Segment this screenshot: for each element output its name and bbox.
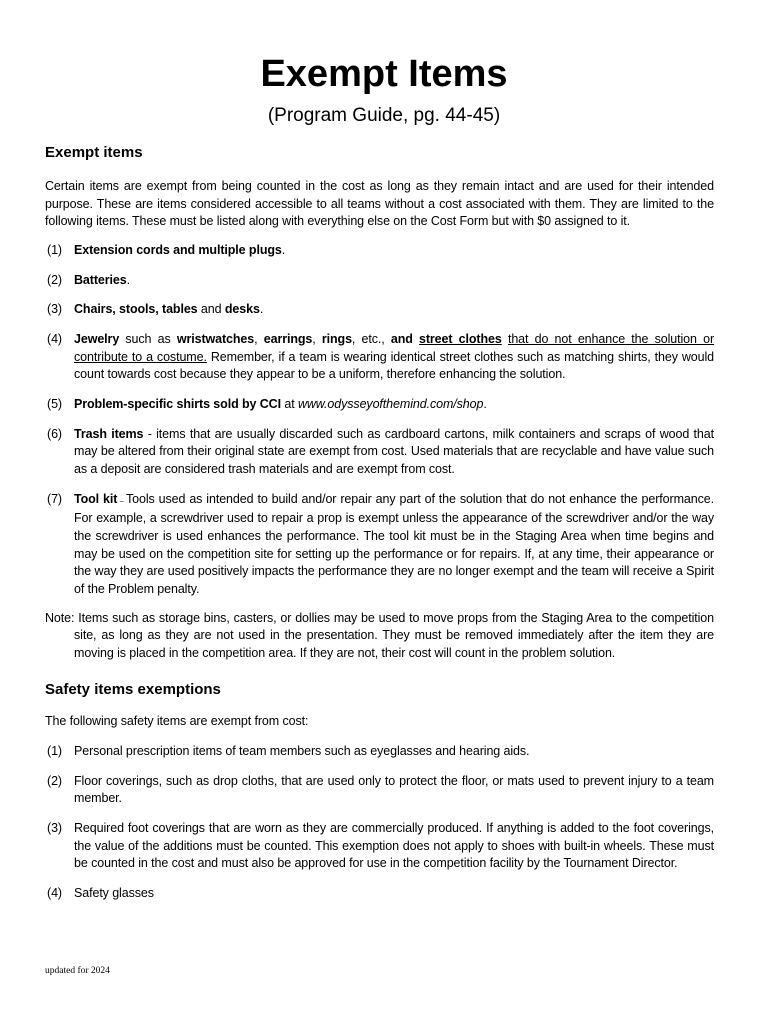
list-number: (3) xyxy=(47,821,62,836)
list-number: (5) xyxy=(47,397,62,412)
item-text: , xyxy=(254,332,264,347)
item-bold-underlined-text: street clothes xyxy=(419,332,502,347)
exempt-item-5 xyxy=(45,396,714,414)
item-text: - items that are usually discarded such as cardboard cartons, milk containers and scraps of wood that may be altered from their original state are exempt from cost. Used materials that are recyclable and have value such as a deposit are considered trash materials and are exempt from cost. xyxy=(74,426,714,477)
item-bold-text: Trash items xyxy=(74,426,144,441)
item-text: Remember, if a team is wearing identical street clothes such as matching shirts, they would count towards cost because they appear to be a uniform, therefore enhancing the solution. xyxy=(74,349,714,382)
item-bold-text: Extension cords and multiple plugs xyxy=(74,242,282,257)
list-number: (4) xyxy=(47,886,62,901)
safety-items-intro: The following safety items are exempt from cost: xyxy=(45,714,309,729)
exempt-item-6 xyxy=(45,426,714,479)
item-bold-text: earrings xyxy=(263,332,313,347)
safety-item-3 xyxy=(45,820,714,873)
item-text: , etc., xyxy=(351,332,391,347)
item-bold-text: Problem-specific shirts sold by CCI xyxy=(74,397,281,412)
safety-item-1 xyxy=(45,743,714,761)
list-number: (2) xyxy=(47,773,62,788)
item-text: Tools used as intended to build and/or repair any part of the solution that do not enhance the performance. For example, a screwdriver used to repair a prop is exempt unless the appearance of the screwdriver and/or the way the screwdriver is used enhances the performance. The tool kit must be in the Staging Area when time begins and may be used on the competition site for setting up the performance or for repairs. If, at any time, their appearance or the way they are used positively impacts the performance they are no longer exempt and the team will receive a Spirit of the Problem penalty. xyxy=(74,491,714,596)
item-text: such as xyxy=(119,332,177,347)
item-bold-text: rings xyxy=(321,332,352,347)
item-bold-text: Tool kit xyxy=(74,491,118,506)
item-text: . xyxy=(483,397,487,412)
exempt-item-3 xyxy=(45,301,714,319)
safety-items-heading: Safety items exemptions xyxy=(45,681,221,699)
exempt-item-7 xyxy=(45,491,714,599)
item-underlined-text: that do not enhance the solution or contribute to a costume. xyxy=(74,332,715,364)
list-number: (4) xyxy=(47,332,62,347)
exempt-item-2 xyxy=(45,272,714,290)
page-title: Exempt Items xyxy=(260,53,508,95)
item-text: , xyxy=(312,332,322,347)
item-text: at xyxy=(280,397,298,412)
safety-item-2 xyxy=(45,773,714,808)
item-text: . xyxy=(126,272,130,287)
item-bold-text: Jewelry xyxy=(74,332,120,347)
list-number: (6) xyxy=(47,426,62,441)
exempt-items-list xyxy=(45,242,714,599)
item-bold-text: and xyxy=(390,332,419,347)
exempt-items-heading: Exempt items xyxy=(45,144,143,161)
list-number: (7) xyxy=(47,491,62,506)
item-bold-text: desks xyxy=(224,302,260,317)
item-dash: – xyxy=(117,497,126,505)
item-text: . xyxy=(259,302,264,317)
footer-updated-note: updated for 2024 xyxy=(45,966,110,976)
page-subtitle: (Program Guide, pg. 44-45) xyxy=(267,105,501,126)
list-number: (3) xyxy=(47,302,62,317)
exempt-item-4 xyxy=(45,331,714,384)
exempt-items-intro: Certain items are exempt from being counted in the cost as long as they remain intact and are used for their intended purpose. These are items considered accessible to all teams without a cost associated with them. They are limited to the following items. These must be listed along with everything else on the Cost Form but with $0 assigned to it. xyxy=(45,179,714,229)
item-text: and xyxy=(197,302,225,317)
exempt-item-1 xyxy=(45,242,714,260)
item-text: Floor coverings, such as drop cloths, that are used only to protect the floor, or mats used to prevent injury to a team member. xyxy=(74,773,714,806)
item-bold-text: Chairs, stools, tables xyxy=(74,302,198,317)
note-paragraph: Note: Items such as storage bins, casters, or dollies may be used to move props from the Staging Area to the competition site, as long as they are not used in the presentation. They must be removed immediately after the item they are moving is placed in the competition area. If they are not, their cost will count in the problem solution. xyxy=(45,610,714,660)
safety-items-list xyxy=(45,743,714,903)
item-bold-text: Batteries xyxy=(74,272,127,287)
item-text: . xyxy=(281,242,286,257)
list-number: (1) xyxy=(47,743,62,758)
list-number: (2) xyxy=(47,272,62,287)
item-bold-text: wristwatches xyxy=(176,332,255,347)
item-text: Required foot coverings that are worn as they are commercially produced. If anything is added to the foot coverings, the value of the additions must be counted. This exemption does not apply to shoes with built-in wheels. These must be counted in the cost and must also be approved for use in the competition facility by the Tournament Director. xyxy=(74,821,714,871)
item-italic-url: www.odysseyofthemind.com/shop xyxy=(297,397,484,412)
document-body xyxy=(45,143,714,915)
item-text: Safety glasses xyxy=(74,886,154,901)
list-number: (1) xyxy=(47,242,62,257)
safety-item-4 xyxy=(45,885,714,903)
item-text: Personal prescription items of team members such as eyeglasses and hearing aids. xyxy=(74,743,530,758)
